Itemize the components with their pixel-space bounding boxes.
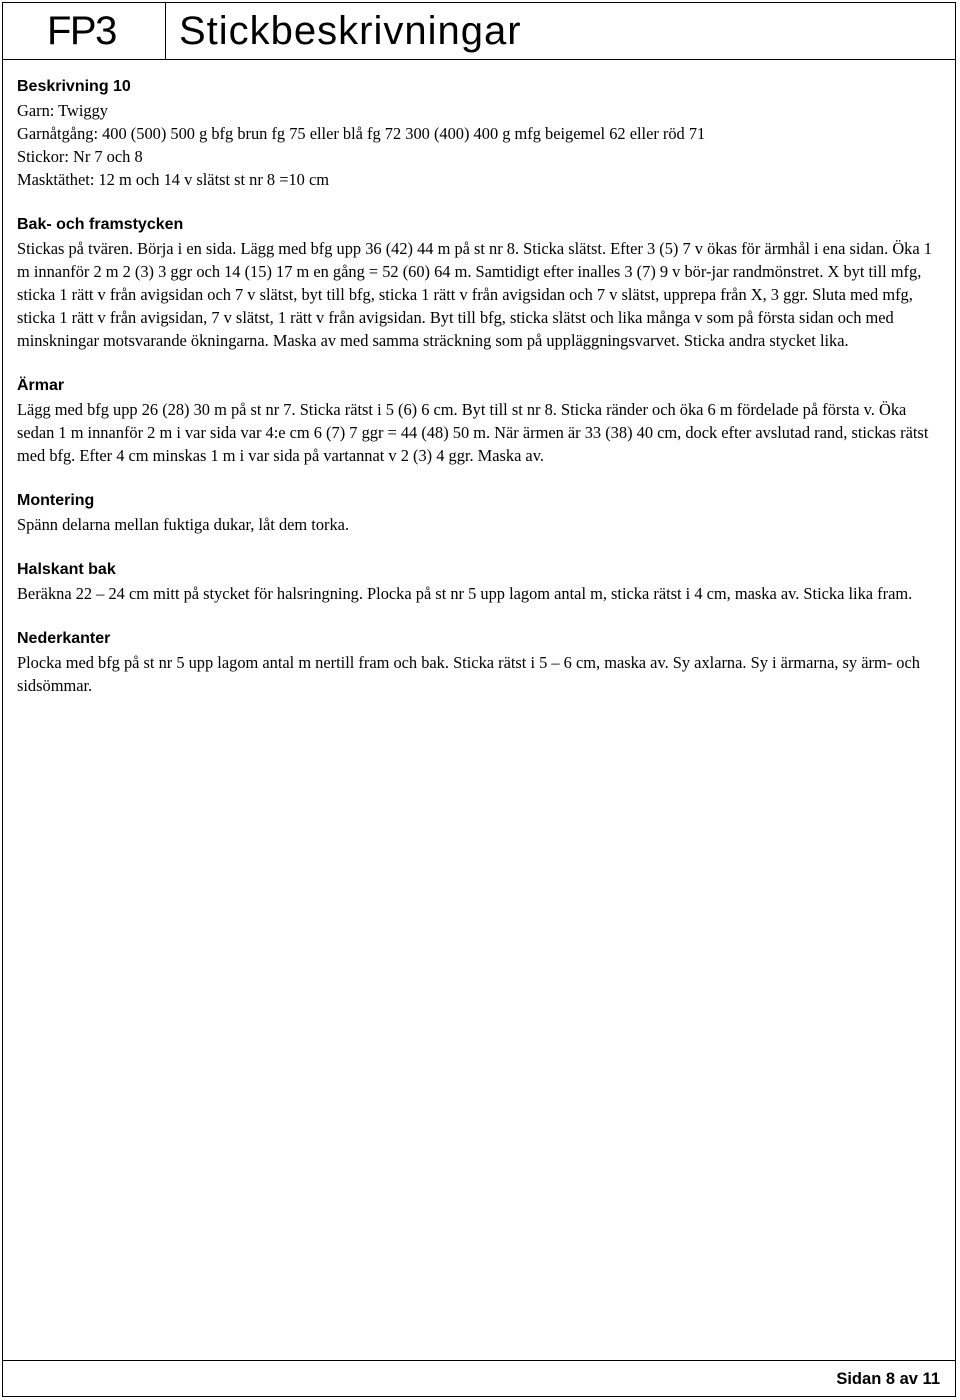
document-page bbox=[2, 2, 956, 1397]
page-header bbox=[3, 3, 955, 60]
section-heading: Halskant bak bbox=[17, 561, 116, 578]
needles-line: Stickor: Nr 7 och 8 bbox=[17, 147, 143, 166]
section-nederkanter bbox=[17, 627, 947, 697]
yarn-line: Garn: Twiggy bbox=[17, 101, 108, 120]
section-text: Plocka med bfg på st nr 5 upp lagom antal m nertill fram och bak. Sticka rätst i 5 – 6 cm, maska av. Sy axlarna. Sy i ärmarna, sy ärm- och sidsömmar. bbox=[17, 653, 920, 695]
page-number: Sidan 8 av 11 bbox=[836, 1370, 940, 1388]
section-heading: Montering bbox=[17, 492, 95, 509]
section-montering bbox=[17, 489, 947, 536]
section-heading: Beskrivning 10 bbox=[17, 78, 131, 95]
gauge-line: Masktäthet: 12 m och 14 v slätst st nr 8 =10 cm bbox=[17, 170, 329, 189]
section-heading: Bak- och framstycken bbox=[17, 216, 184, 233]
yarn-amount-line: Garnåtgång: 400 (500) 500 g bfg brun fg 75 eller blå fg 72 300 (400) 400 g mfg beigemel 62 eller röd 71 bbox=[17, 124, 706, 143]
section-heading: Ärmar bbox=[17, 377, 65, 394]
section-beskrivning bbox=[17, 75, 947, 191]
section-text: Stickas på tvären. Börja i en sida. Lägg med bfg upp 36 (42) 44 m på st nr 8. Sticka slätst. Efter 3 (5) 7 v ökas för ärmhål i ena sidan. Öka 1 m innanför 2 m 2 (3) 3 ggr och 14 (15) 17 m en gång = 52 (60) 64 m. Samtidigt efter inalles 3 (7) 9 v bör-jar randmönstret. X byt till mfg, sticka 1 rätt v från avigsidan och 7 v slätst, byt till bfg, sticka 1 rätt v från avigsidan och 7 v slätst, upprepa från X, 3 ggr. Sluta med mfg, sticka 1 rätt v från avigsidan, 7 v slätst, 1 rätt v från avigsidan. Byt till bfg, sticka slätst och lika många v som på första sidan och med minskningar motsvarande ökningarna. Maska av med samma sträckning som på uppläggningsvarvet. Sticka andra stycket lika. bbox=[17, 239, 932, 350]
page-title: Stickbeskrivningar bbox=[179, 9, 522, 53]
section-text: Spänn delarna mellan fuktiga dukar, låt dem torka. bbox=[17, 515, 350, 534]
section-halskant-bak bbox=[17, 558, 947, 605]
section-heading: Nederkanter bbox=[17, 630, 111, 647]
section-bak-och-framstycken bbox=[17, 213, 947, 352]
document-body bbox=[17, 75, 947, 719]
section-text: Beräkna 22 – 24 cm mitt på stycket för halsringning. Plocka på st nr 5 upp lagom antal m, sticka rätst i 4 cm, maska av. Sticka lika fram. bbox=[17, 584, 913, 603]
section-armar bbox=[17, 374, 947, 467]
section-text: Lägg med bfg upp 26 (28) 30 m på st nr 7. Sticka rätst i 5 (6) 6 cm. Byt till st nr 8. Sticka ränder och öka 6 m fördelade på första v. Öka sedan 1 m innanför 2 m i var sida var 4:e cm 6 (7) 7 ggr = 44 (48) 50 m. När ärmen är 33 (38) 40 cm, dock efter avslutad rand, stickas rätst med bfg. Efter 4 cm minskas 1 m i var sida på vartannat v 2 (3) 4 ggr. Maska av. bbox=[17, 400, 929, 465]
document-code: FP3 bbox=[3, 3, 166, 59]
page-footer bbox=[3, 1360, 955, 1397]
